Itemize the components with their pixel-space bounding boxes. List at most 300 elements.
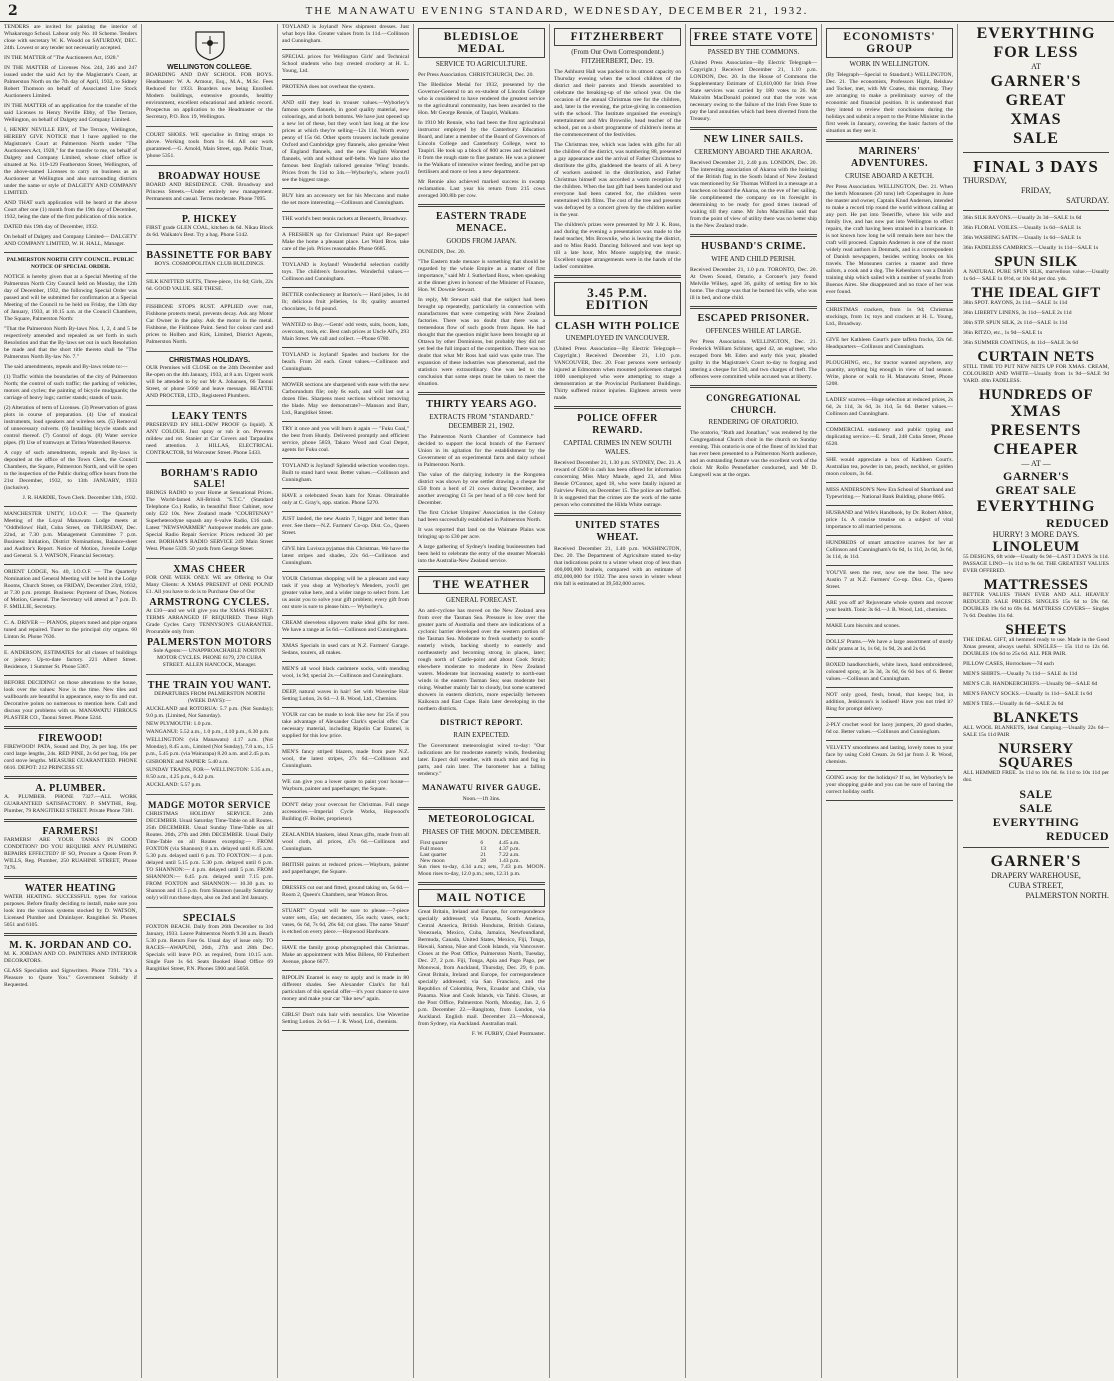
divider (282, 661, 409, 662)
table-cell: Full moon (420, 846, 444, 852)
council-notice: "That the Palmerston North By-laws Nos. 1, 2, 4 and 5 be respectively amended and repealed as set forth in such Resolution and that the By-laws set out in such Resolution be made and that the short title thereto shall be "The Palmerston North By-law No. 7." (4, 326, 137, 360)
final-days-banner: FINAL 3 DAYS (973, 157, 1099, 176)
divider (282, 707, 409, 708)
ad-banner: EVERYTHING (976, 498, 1096, 515)
article-headline: CONGREGATIONAL CHURCH. (706, 393, 801, 415)
council-notice: The said amendments, repeals and By-laws relate to:— (4, 364, 128, 370)
article-headline: FITZHERBERT (554, 28, 681, 46)
hickey-ad (146, 212, 273, 245)
sun-moon-times: Sun rises to-day, 4.34 a.m.; sets, 7.43 p.m. MOON. Moon rises to-day, 12.0 p.m.; sets, 12.31 p.m. (418, 864, 545, 877)
day-label: SATURDAY. (1066, 196, 1109, 205)
ad-heading: MATTRESSES (983, 577, 1089, 593)
ad-heading: BROADWAY HOUSE (158, 171, 261, 182)
table-cell: New moon (420, 858, 445, 864)
divider (282, 1007, 409, 1008)
article-subheading: WORK IN WELLINGTON. (849, 60, 930, 68)
article-headline: HUSBAND'S CRIME. (701, 241, 806, 252)
divider (826, 422, 953, 423)
classified-ad: BEFORE DECIDING! on those alterations to the house, look over the values: Now is the time. New tiles and wallboards are beautiful in appearance, easy to fix and cut. Decorative points no numerous to mention here. Call and discuss your problems with us. MANAWATU FIBROUS PLASTER CO., Taonui Street. Phone 5244. (4, 680, 137, 721)
column-2 (142, 24, 277, 1378)
article-headline: UNITED STATES WHEAT. (575, 520, 660, 543)
council-notice: (1) Traffic within the boundaries of the city of Palmerston North; the control of such traffic; the parking of vehicles, motors and cycles; the painting of bicycle mudguards; the carriage of heavy logs; carrier stands; stands of taxis. (4, 374, 137, 401)
ad-heading: P. HICKEY (181, 214, 238, 225)
store-name: GARNER'S (990, 73, 1082, 90)
small-ad: PLOUGHING, etc., for tractor wanted anywhere, any quantity, anything big enough in view of bad season. Write, phone or walk to H. Manawatu Street, Phone 5208. (826, 360, 953, 387)
day-label: THURSDAY, (963, 176, 1007, 185)
article-paragraph: The first Cricket Umpires' Association in the Colony had been successfully established in Palmerston North. (418, 510, 545, 523)
ad-heading: CURTAIN NETS (977, 349, 1095, 365)
article-paragraph: Received December 21, 1.0 p.m. TORONTO, Dec. 20. At Owen Sound, Ontario, a Coroner's jury found Melville Wilkey, aged 36, guilty of setting fire to his home. The charge was that he burned his wife, who was ill in bed, and one child. (690, 267, 817, 301)
classified-ad: C. A. DRIVER — PIANOS, players tuned and pipe organs tuned and repaired. Tuner to the principal city organs. 60 Linton St. Phone 7636. (4, 620, 137, 640)
small-ad: WANTED to Buy.—Gents' odd vests, suits, boots, hats, overcoats, tools, etc. Best cash prices at Uncle Alf's, 293 Main Street. We call and collect. —Phone 6780. (282, 322, 409, 342)
sale-item: 36in SUMMER COATINGS, 4s 11d—SALE 3s 6d (963, 340, 1078, 346)
article-paragraph: The Government meteorologist wired to-day: "Our indications are for moderate easterly winds, freshening later. Expect dull weather, with much mist and fog in parts, and rain later. The barometer has a falling tendency." (418, 743, 545, 777)
article-paragraph: Received December 21, 1.40 p.m. WASHINGTON, Dec. 20. The Department of Agriculture stated to-day that indications point to a winter wheat crop of less than 400,000,000 bushels, compared with an estimate of 492,000,000 for 1932. The area sown in winter wheat this fall is estimated at 39,502,000 acres. (554, 546, 681, 587)
ad-text: SILK KNITTED SUITS, Three-piece, 11s 6d; Girls, 22s 6d. GOOD VALUE. SEE THESE. (146, 279, 273, 292)
small-ad: THE world's best tennis rackets at Bennett's, Broadway. (282, 216, 408, 222)
store-name: GARNER'S (1002, 469, 1069, 483)
divider (282, 95, 409, 96)
article-paragraph: The children's prizes were presented by Mr J. K. Ross, and during the evening a presentation was made to the head teacher, Mrs Brownlie, who is leaving the district, and to Miss Rudd. Dancing followed and was kept up till a late hour, Mrs Moore supplying the music. Excellent supper arrangements were in the hands of the ladies' committee. (554, 222, 681, 270)
specials-ad (146, 911, 273, 979)
divider (282, 774, 409, 775)
divider (282, 638, 409, 639)
divider (826, 332, 953, 333)
article-headline: NEW LINER SAILS. (703, 134, 804, 145)
divider (690, 385, 817, 388)
ad-banner: EVERYTHING (992, 815, 1080, 829)
lodge-notice: ORIENT LODGE, No. 40, I.O.O.F. — The Quarterly Nomination and General Meeting will be held in the Lodge Rooms, Church Street, on FRIDAY, December 23rd, 1932, at 7.30 p.m. prompt. Business: Payment of Dues, Notices of Motion, General. The Secretary will attend at 7 p.m. D. F. SMILLIE, Secretary. (4, 569, 137, 610)
ad-heading: LINOLEUM (992, 539, 1080, 555)
article-paragraph: The Palmerston North Chamber of Commerce had decided to support the local branch of the Farmers' Union in its agitation for the establishment by the Government of an experimental farm and dairy school in Palmerston North. (418, 434, 545, 468)
article-headline: ESCAPED PRISONER. (697, 313, 810, 324)
college-ad (146, 24, 273, 127)
divider (826, 770, 953, 771)
ad-banner: XMAS (1010, 403, 1062, 420)
small-ads-list (282, 24, 409, 1031)
ad-heading: SPUN SILK (994, 254, 1078, 270)
table-cell: First quarter (420, 840, 448, 846)
article-paragraph: (By Telegraph—Special to Standard.) WELLINGTON, Dec. 21. The economists, Professors Hight, Belshaw and Tocker, met, with Mr Coates, this morning. They are arranging to make a preliminary survey of the economic and financial position. It is understood that they intend to review their conclusions during the holidays and submit a report to the Prime Minister in the first week in January, covering the basic factors of the situation as they see it. (826, 72, 953, 134)
ad-text: FIRST grade GLEN COAL, kitchen 4s 6d. Nikau Block 4s 6d. Waikato's Best. Try a bag. Phone 5142. (146, 225, 273, 238)
article-subheading: SERVICE TO AGRICULTURE. (435, 60, 528, 68)
divider (282, 880, 409, 881)
sale-item: 55 DESIGNS, 6ft wide—Usually 6s 9d—LAST 3 DAYS 3s 11d. PASSAGE LINO—1s 11d to 9s 6d. THE GREATEST VALUES EVER OFFERED. (963, 554, 1109, 574)
divider (826, 535, 953, 536)
ad-text: — AT — (1021, 459, 1051, 468)
article-headline: ECONOMISTS' GROUP (826, 28, 953, 58)
small-ad: GOING away for the holidays? If so, let Wyborley's be your shopping guide and you can be sure of having the correct holiday outfit. (826, 775, 953, 795)
divider (826, 355, 953, 356)
small-ad: 2-PLY crochet wool for lacey jumpers, 20 good shades, 6d oz. Better values.—Collinson and Cunningham. (826, 722, 953, 735)
small-ad: LADIES' scarves.—Huge selection at reduced prices, 2s 6d, 2s 11d, 3s 6d, 3s 11d, 5s 6d. Better values.—Collinson and Cunningham. (826, 397, 953, 417)
sale-item: 36in SILK RAYONS.—Usually 2s 3d—SALE 1s 6d (963, 215, 1082, 221)
divider (4, 819, 137, 822)
small-ad: XMAS Specials in used cars at N.Z. Farmers' Garage. Sedans, tourers, all makes. (282, 643, 409, 656)
column-1 (0, 24, 141, 1378)
article-paragraph: Per Press Association. CHRISTCHURCH, Dec. 20. (418, 72, 534, 78)
ad-heading: MADGE MOTOR SERVICE (147, 800, 272, 810)
small-ad: YOU'VE seen the rest, now see the best. The new Austin 7 at N.Z. Farmers' Co-op. Dist. Co., Queen Street. (826, 570, 953, 590)
small-ad: RIPOLIN Enamel is easy to apply and is made in 80 different shades. See Alexander Clark's for full particulars of this special offer—it's your chance to save money and make your car "like new" again. (282, 975, 409, 1002)
article-subheading: CAPITAL CRIMES IN NEW SOUTH WALES. (563, 439, 672, 456)
council-signature: J. R. HARDIE, Town Clerk. December 13th, 1932. (22, 495, 137, 501)
article-paragraph: The oratorio, "Ruth and Jonathan," was rendered by the Congregational Church choir in the church on Sunday evening. This oratorio is one of the finest of its kind that has ever been presented to a Palmerston North audience, and an outstanding feature was the excellent work of the choir. Mr Rollo Pennefather conducted, and Mr D. Langwell was at the organ. (690, 430, 817, 478)
article-paragraph: A large gathering of Sydney's leading businessmen had been held to celebrate the entry of the steamer Moeraki into the Australia-New Zealand service. (418, 544, 545, 564)
small-ad: HAVE the family group photographed this Christmas. Make an appointment with Miss Billens, 80 Fitzherbert Avenue, phone 6677. (282, 945, 409, 965)
column-5 (550, 24, 685, 1378)
divider (282, 458, 409, 459)
store-address: DRAPERY WAREHOUSE, (991, 871, 1081, 880)
article-paragraph: The Christmas tree, which was laden with gifts for all the children of the district, was numbering 88, presented a gay appearance and the arrival of Father Christmas to distribute the gifts, gladdened the hearts of all. A bevy of workers assisted in the distribution, and Father Christmas himself was accorded a warm reception by the children. When the last gift had been handed out and everyone had been catered for, the children were entertained with films. The cost of the tree and presents was defrayed by a concert given by the children earlier in the year. (554, 142, 681, 218)
small-ad: YOUR Christmas shopping will be a pleasant and easy task if you shop at Wyborley's Menders, you'll get greater value here, and a wider range to select from. Let us assist you to solve your gift problem; every gift from our store is sure to please him.— Wyborley's. (282, 576, 409, 610)
legal-notice: DATED this 19th day of December, 1932. (4, 224, 99, 230)
ad-text: AT (1031, 62, 1041, 71)
article-paragraph: In 1910 Mr Rennie, who had been the first agricultural instructor employed by the Canterbury Education Board, and later a member of the Board of Governors of Lincoln College and Canterbury College, went to Taupiri. He took up a block of 800 acres and reclaimed it from the rough state to fine pasture. He was a pioneer in the Waikato of intensive winter feeding, and he put up fertilisers and more or less a new department. (418, 120, 545, 175)
sale-item: 36in FLORAL VOILES.—Usually 1s 6d—SALE 1s (963, 225, 1081, 231)
ad-heading: PALMERSTON MOTORS (147, 637, 272, 648)
ad-text: PRESERVED BY HILL-DEW PROOF (a liquid). X ANY COLOUR. Just spray or rub it on. Prevents mildew and rot. Stanier at Car Covers and Tarpaulins need attention. J. HILLAS, ELECTRICAL CONTRACTOR, 94 Worcester Street. Phone 5433. (146, 422, 273, 456)
store-name: GARNER'S (990, 853, 1082, 870)
garners-advertisement (958, 24, 1114, 1378)
article-paragraph: DUNEDIN, Dec. 20. (418, 249, 466, 255)
classified-ad: A. PLUMBER. PHONE 7327.—ALL WORK GUARANTEED SATISFACTORY. P. SMYTHE, Reg. Plumber, 79 RANGITIKEI STREET. Private Phone 7381. (4, 794, 137, 814)
divider (282, 571, 409, 572)
divider (4, 506, 137, 507)
divider (826, 392, 953, 393)
moon-phases-table (418, 840, 545, 864)
masthead (0, 0, 1114, 22)
ad-heading: CHRISTMAS HOLIDAYS. (168, 357, 251, 364)
divider (963, 210, 1109, 211)
divider (282, 79, 409, 80)
article-headline: METEOROLOGICAL (428, 814, 535, 825)
small-ad: A FRESHEN up for Christmas! Paint up! Re-paper! Make the home a pleasant place. Let Ward Bros. take care of the job. Prices reasonable. Phone 6685. (282, 232, 409, 252)
ad-banner: SALE (1019, 801, 1053, 815)
train-row: NEW PLYMOUTH: 1.0 p.m. (146, 721, 212, 727)
sale-item: 38in SPOT. RAYONS, 2s 11d.—SALE 1s 11d (963, 300, 1068, 306)
divider (826, 634, 953, 635)
small-ad: TOYLAND is Joyland! New shipment dresses. Just what boys like. Greater values from 1s 11d.—Collinson and Cunningham. (282, 24, 409, 44)
leaky-tents-ad (146, 409, 273, 463)
article-subheading: OFFENCES WHILE AT LARGE. (705, 327, 802, 335)
article-headline: MARINERS' ADVENTURES. (851, 146, 928, 169)
divider (282, 49, 409, 50)
classified-ad: E. ANDERSON, ESTIMATES for all classes of buildings or joinery. Up-to-date factory. 221 Albert Street. Residence, 1 Summer St. Phone 5367. (4, 650, 137, 670)
mail-signature: F. W. FURBY, Chief Postmaster. (471, 1031, 545, 1037)
article-subheading: RAIN EXPECTED. (453, 731, 510, 739)
ad-heading: ARMSTRONG CYCLES. (149, 597, 270, 608)
christmas-holidays-ad (146, 355, 273, 406)
day-label: FRIDAY, (1020, 186, 1051, 195)
divider (4, 252, 137, 253)
divider (826, 300, 953, 303)
divider (826, 482, 953, 483)
divider (282, 347, 409, 348)
divider (282, 797, 409, 798)
small-ad: SPECIAL prices for Wellington Girls' and Technical School students who buy crested crockery at H. L. Young, Ltd. (282, 54, 409, 74)
sale-item: A NATURAL PURE SPUN SILK, marvellous value.—Usually 1s 6d— SALE 1s 0½d, or 10s 6d per doz. yds. (963, 269, 1109, 282)
divider (690, 127, 817, 130)
mail-notice: Great Britain, Ireland and Europe, for correspondence specially addressed; via Panama, South America, Central America, British Honduras, British Guiana, Venezuela, Mexico, Cuba, Jamaica, Newfoundland, Bermuda, Canada, United States, Mexico, Fiji, Tonga, Hawaii, Samoa, Niue and Cook Islands, via Vancouver. Closes at the Post Office, Palmerston North, Tuesday, Dec. 27, 2 p.m. Fiji, Tonga, Apia and Pago Pago, per Monowai, from Auckland, Thursday, Dec. 29, 6 p.m. Great Britain, Ireland and Europe, for correspondence specially addressed; via San Francisco, and the Republics of Colombia, Peru, Ecuador and Chile, via Panama. Niue and Cook Islands, via Tahiti. Closes, at the Post Office, Palmerston North, Monday, Jan. 2, 6 p.m. December 22.—Rangitoto, from London, via Auckland. English mail. December 23.—Monowai, from Sydney, via Auckland. Australian mail. (418, 909, 545, 1027)
small-ad: GIRLS! Don't ruin hair with neuralics. Use Waverine Setting Lotion. 2s 6d.— J. R. Wood, Ltd., chemists. (282, 1012, 409, 1025)
weather-forecast: An anti-cyclone has moved on the New Zealand area from over the Tasman Sea. Pressure is low over the greater parts of Australia and there are indications of a cyclonic barrier developed over the western portion of the Tasman Sea. Moderate to fresh southerly to south-easterly winds, backing shortly to easterly and northeasterly and becoming strong in places, later; rough north of Castle-point and about Cook Strait; elsewhere moderate to moderate in New Zealand waters. Moderate but increasing easterly to north-east winds in the eastern Tasman Sea; seas moderate but rising. Weather mainly fair to cloudy, but some scattered showers in eastern districts, more especially between Kaikoura and East Cape. Rain later developing in the northern districts. (418, 608, 545, 712)
article-headline: MAIL NOTICE (418, 889, 545, 907)
article-paragraph: The value of the dairying industry in the Rongotea district was shown by one settler drawing a cheque for £50 from a herd of 21 cows during December, and another averaging £1 5s per head of a 60 cow herd for December. (418, 472, 545, 506)
divider (826, 687, 953, 688)
table-cell: 7.22 a.m. (498, 852, 520, 858)
divider (4, 776, 137, 779)
small-ad: TOYLAND is Joyland! Splendid selection wooden toys. Built to stand hard wear. Better values.—Collinson and Cunningham. (282, 463, 409, 483)
divider (282, 684, 409, 685)
divider (4, 645, 137, 646)
sale-item: BETTER VALUES THAN EVER AND ALL HEAVILY REDUCED. SALE PRICES. SINGLES 15s 6d to 59s 6d. DOUBLES 19s 6d to 69s 6d. MATTRESS COVERS— Singles 7s 6d. Doubles 11s 6d. (963, 592, 1109, 619)
ad-heading: SQUARES (998, 755, 1074, 771)
ad-heading: WATER HEATING (24, 883, 117, 894)
ad-text: CHRISTMAS HOLIDAY SERVICE. 24th DECEMBER. Usual Saturday Time-Table on all Routes. 25th DECEMBER. Usual Sunday Time-Table on all Routes. 26th, 27th and 28th DECEMBER. Usual Daily Time-Table on all Routes excepting:— FROM FOXTON (via Shannon): 8 a.m. delayed until 8.45 a.m. 5.30 p.m. delayed until 6 p.m. TO FOXTON:— 4 p.m. delayed until 5.15 p.m. 5.30 p.m. delayed until 6 p.m. TO SHANNON:— 4 p.m. delayed until 5 p.m. FROM SHANNON:— 6.45 p.m. delayed until 7.15 p.m. FROM FOXTON and SHANNON:— 10.30 p.m. to Shannon and 11.5 p.m. from Shannon (usually Saturday only) will run those days, also on 2nd and 3rd January. (146, 811, 274, 901)
article-headline: DISTRICT REPORT. (440, 718, 523, 727)
divider (282, 257, 409, 258)
small-ad: ZEALANDIA blankets, ideal Xmas gifts, made from all wool cloth, all prices, 47s 6d.—Collinson and Cunningham. (282, 832, 409, 852)
classified-ad: M. K. JORDAN AND CO. PAINTERS AND INTERIOR DECORATORS. (4, 951, 137, 964)
sale-item: MEN'S FANCY SOCKS.—Usually 1s 11d—SALE 1s 6d (963, 691, 1093, 697)
ad-text: OUR Premises will CLOSE on the 24th December and Re-open on the 4th January, 1933, at 8 a.m. Urgent work will be attended to by our Mr A. Johansen, 66 Taonui Street, or phone 5660 and leave message. BEATTIE AND PROCTER, LTD., Registered Plumbers. (146, 365, 273, 399)
ad-heading: THE TRAIN YOU WANT. (147, 680, 272, 691)
college-crest-icon (190, 28, 230, 62)
edition-banner: 3.45 P.M. EDITION (554, 282, 681, 316)
article-paragraph: Per Press Association. WELLINGTON, Dec. 21. When the ketch Monsunen (20 tons) left Copenhagen in June the master and owner, Captain Knud Andersen, intended to make a record trip round the world without calling at any port. He put into Teneriffe, where his wife and family live, and has now put into Wellington to effect repairs, the craft having been strained in a hurricane. It is not known how long he will remain here nor how the craft will proceed. Captain Andersen is one of the most widely read authors in Denmark, and is a correspondent of Danish newspapers, besides writing books on his travels. The Monsunen carries a master and three sailors, a cook and a dog. The Kebenhavn was a Danish training ship which sailed with a number of youths from Buenos Aires. She disappeared and no trace of her was ever found. (826, 184, 953, 295)
divider (826, 717, 953, 718)
ad-text: FOR ONE WEEK ONLY. WE are Offering to Our Many Clients: A XMAS PRESENT of ONE POUND £1. All you have to do is to Purchase One of Our (146, 575, 273, 595)
divider (282, 541, 409, 542)
small-ad: DEEP, natural waves in hair! Set with Waverine Hair Setting Lotion, 2s 6d.—J. R. Wood, Ltd., Chemists. (282, 689, 409, 702)
divider (554, 513, 681, 516)
newspaper-title: THE MANAWATU EVENING STANDARD, WEDNESDAY, DECEMBER 21, 1932. (305, 5, 809, 17)
small-ad: DRESSES cut out and fitted, ground taking on, 5s 6d.—Room 2, Queen's Chambers, near Watson Bros. (282, 885, 409, 898)
article-subheading: RENDERING OF ORATORIO. (708, 418, 799, 426)
article-subheading: UNEMPLOYED IN VANCOUVER. (565, 334, 670, 342)
sale-item: 30in STP. SPUN SILK, 2s 11d—SALE 1s 11d (963, 320, 1068, 326)
small-ad: MEN'S fancy striped blazers, made from pure N.Z. wool, the latest stripes, 27s 6d.—Collinson and Cunningham. (282, 749, 409, 769)
legal-notice: I, HENRY NEVILLE EBY, of The Terrace, Wellington, HEREBY GIVE NOTICE that I have applied to the Magistrate's Court at Palmerston North under "The Auctioneers Act, 1928," for the transfer to me, on behalf of Dalgety and Company Limited, whose chief office is situated at No. 119-129 Featherston Street, Wellington, of the above-named Licenses to carry on business as an Auctioneer at Wellington and also surrounding districts under the name or style of DALGETY AND COMPANY LIMITED. (4, 127, 137, 196)
table-cell: 1.43 p.m. (498, 858, 520, 864)
sale-item: 36in RITZO, etc., 1s 9d—SALE 1s (963, 330, 1043, 336)
bassinette-ad (146, 248, 273, 274)
article-paragraph: Per Press Association. WELLINGTON, Dec. 21. Frederick William Schluter, aged 42, an engineer, who escaped from Mt. Eden and early this year, pleaded guilty in the Magistrate's Court to-day to forging and uttering a cheque for £30, and two charges of theft. The offences were committed while accused was at liberty. (690, 339, 817, 380)
council-heading: PALMERSTON NORTH CITY COUNCIL. PUBLIC NOTICE OF SPECIAL ORDER. (6, 257, 135, 270)
page-number: 2 (8, 3, 18, 19)
ad-heading: THE IDEAL GIFT (971, 285, 1101, 301)
article-paragraph: It was reported that land on the Waimate Plains was bringing up to £30 per acre. (418, 527, 545, 540)
legal-notice: On behalf of Dalgety and Company Limited— DALGETY AND COMPANY LIMITED, W. H. HALL, Manager. (4, 234, 137, 247)
small-ad: TOYLAND is Joyland! Wonderful selection cuddly toys. The children's favourites. Wonderful values.—Collinson and Cunningham. (282, 262, 409, 282)
college-name: WELLINGTON COLLEGE. (167, 64, 252, 71)
classified-ad: WATER HEATING. SUCCESSFUL types for various purposes. Before finally deciding to install, make sure you look into the various systems stocked by D. WATSON, Licensed Plumber and Drainlayer. Rangitikei St. Phones 5051 and 6105. (4, 894, 137, 928)
ad-banner: GREAT (1005, 92, 1067, 109)
small-ad: PROTENA does not overheat the system. (282, 84, 375, 90)
divider (282, 488, 409, 489)
small-ad: HUSBAND and Wife's Handbook, by Dr. Robert Abbot, price 1s. A concise treatise on a subject of vital importance to all married persons. (826, 510, 953, 530)
lodge-notice: MANCHESTER UNITY, I.O.O.F. — The Quarterly Meeting of the Loyal Manawatu Lodge meets at "Oddfellows' Hall, Cuba Street, on THURSDAY, Dec. 22nd, at 7.30 p.m. Management Committee 7 p.m. Business: Initiation, District Nominations, Balance-sheet and Auditor's Report. Notice of Motion, Juvenile Lodge and General. S. J. WATSON, Financial Secretary. (4, 511, 137, 559)
train-timetable (146, 678, 273, 795)
small-ad: CHRISTMAS crackers, from 1s 9d; Christmas stockings, from 1s; toys and crackers at H. L. Young, Ltd., Broadway. (826, 307, 953, 327)
article-headline: EASTERN TRADE MENACE. (435, 211, 528, 234)
article-headline: THIRTY YEARS AGO. (426, 399, 537, 410)
divider (826, 139, 953, 142)
ad-banner: GREAT SALE (995, 483, 1077, 497)
divider (554, 406, 681, 409)
article-subheading: CRUISE ABOARD A KETCH. (845, 172, 934, 180)
sale-item: MEN'S C.B. HANDKERCHIEFS.—Usually 9d—SALE 6d (963, 681, 1098, 687)
divider (690, 306, 817, 309)
madge-motor-ad (146, 798, 273, 908)
divider (963, 152, 1109, 153)
divider (418, 392, 545, 395)
store-address: CUBA STREET, (1008, 881, 1064, 890)
ad-text: HURRY! 3 MORE DAYS. (992, 530, 1080, 539)
small-ad: SHE would appreciate a box of Kathleen Court's. Australian tea, powder in tan, peach, neckhol, or golden moon colours, 3s 6d. (826, 457, 953, 477)
small-ad: BETTER confectionery at Barton's.— Hard jubes, 1s 4d lb; delicious fruit jelleties, 1s lb; quality assorted chocolates, 1s 6d pound. (282, 292, 409, 312)
article-paragraph: Mr Rennie also achieved marked success in swamp reclamation. Last year his return from 215 cows averaged 300.8lb per cow. (418, 179, 545, 199)
table-cell: 4.37 p.m. (498, 846, 520, 852)
ad-banner: SALE (1013, 130, 1059, 147)
ad-heading: FARMERS! (42, 826, 99, 837)
classified-ad: FIREWOOD! PATA, Sound and Dry, 2s per bag. 16s per cord large lengths, 24s. RED PINE, 2s 6d per bag, 16s per cord stove lengths. MEASURE GUARANTEED. PHONE 6616. DEPOT: 212 PRINCESS ST. (4, 744, 137, 771)
divider (282, 188, 409, 189)
train-row: SUNDAY TRAINS, FOR— WELLINGTON: 5.35 a.m., 8.50 a.m., 4.25 p.m., 6.42 p.m. (146, 767, 273, 780)
small-ad: MEN'S all wool black cashmere socks, with mending wool, 1s 9d; special 2s.—Collinson and Cunningham. (282, 666, 409, 679)
ad-heading: SPECIALS (183, 913, 236, 924)
small-ad: VELVETY smoothness and lasting, lovely tones to your face by using Cold Cream. 2s 6d jar from J. R. Wood, chemists. (826, 745, 953, 765)
article-paragraph: Received December 21, 1.30 p.m. SYDNEY, Dec. 21. A reward of £500 in cash has been offered for information concerning Miss Mary Maude, aged 23, and Miss Bessie O'Connor, aged 18, who were fatally injured at Fairview Point, on December 15. The police are baffled. It is suggested that the crimes are the work of the same person who committed the Hilda White outrage. (554, 460, 681, 508)
divider (418, 807, 545, 810)
small-ad: MAKE Lum biscuits and scones. (826, 623, 901, 629)
small-ad: GIVE him Luvisca pyjamas this Christmas. We have the latest stripes and shades, 22s 6d.—Collinson and Cunningham. (282, 546, 409, 566)
article-headline: BLEDISLOE MEDAL (418, 28, 545, 58)
ad-text: FISHBONE STOPS RUST. APPLIED over rust, Fishbone protects metal, prevents decay. Ask any Motor Car Owner in the palsy. Ask the motor in the metal. Fishbone, the Fishbone Paint. Send for colour card and prices to Holben and Kirk, Limited, District Agents, Palmerston North. (146, 304, 273, 345)
ad-text: BOARD AND RESIDENCE. CNR. Broadway and Princess Streets.—Under entirely new management. Permanents and casual. Terms moderate. Phone 7095. (146, 182, 273, 202)
small-ad: STUART" Crystal will be sure to please.—7-piece water sets, 45s; set decanters, 35s each; vases, each; vases, 6s 6d, 7s 6d, 26s 6d; cut glass. The name 'Stuart' is etched on every piece.—Hopwood Hardware. (282, 908, 409, 935)
broadway-ad (146, 169, 273, 209)
divider (826, 657, 953, 658)
divider (282, 940, 409, 941)
table-cell: Last quarter (420, 852, 447, 858)
train-row: AUCKLAND and ROTORUA: 5.7 p.m. (Not Sunday); 9.0 p.m. (Limited, Not Saturday). (146, 706, 273, 719)
sale-item: THE IDEAL GIFT, all hemmed ready to use. Made in the Good Xmas present, always useful. SINGLES— 15s 11d to 12s 6d. DOUBLES 10s 6d to 25s 6d. ALL PER PAIR. (963, 637, 1109, 657)
legal-notice: AND THAT such application will be heard at the above Court after one (1) month from the 19th day of December, 1932, being the date of the first publication of this notice. (4, 200, 137, 220)
divider (826, 800, 953, 801)
sale-item: 36in FADELESS CAMBRICS.—Usually 1s 11d—SALE 1s (963, 245, 1099, 251)
fishbone-ad (146, 302, 273, 352)
train-row: AUCKLAND: 5.57 p.m. (146, 782, 202, 788)
divider (282, 615, 409, 616)
sale-item: 36in WASHING SATIN.—Usually 1s 6d—SALE 1s (963, 235, 1081, 241)
sale-item: PILLOW CASES, Horrockses—7d each (963, 661, 1054, 667)
sale-item: STILL TIME TO PUT NEW NETS UP FOR XMAS. CREAM, COLOURED AND WHITE—Usually from 1s 9d—SALE 9d YARD. 40in FADELESS. (963, 364, 1109, 384)
court-shoes-ad (146, 130, 273, 166)
small-ad: COMMERCIAL stationery and public typing and duplicating service.—E. Small, 248 Cuba Street, Phone 6528. (826, 427, 953, 447)
small-ad: MISS ANDERSON'S New Era School of Shorthand and Typewriting.— National Bank Building, phone 8665. (826, 487, 953, 500)
divider (282, 287, 409, 288)
xmas-cheer-ad (146, 562, 273, 675)
small-ad: AND still they lead in trouser values.—Wyborley's famous sports flannels, in good quality material, new colourings, and at both bottoms. We have just opened up a new lot of these, but they won't last long at the low prices at which they're selling—12s 11d. Worth every penny of 15s 6d. Other sports trousers include genuine Oxford and Cambridge grey flannels, also genuine West of England flannels, and the new English Worsted flannels, with and without self-belts. We have also the famous best English tailored genuine 'Wing' brands. Prices from 9s 11d to 34s.—Wyborley's, where you'll see the biggest range. (282, 100, 409, 183)
divider (282, 211, 409, 212)
ad-banner: CHEAPER (993, 441, 1079, 458)
article-paragraph: The Bledisloe Medal for 1932, presented by the Governor-General to an ex-student of Lincoln College who is considered to have rendered the greatest service to the agricultural community, has been awarded to the Hon. Mr George Rennie, of Taupiri, Waikato. (418, 82, 545, 116)
divider (418, 204, 545, 207)
divider (826, 740, 953, 741)
small-ad: BUY him an accessory set for his Meccano and make the set more interesting.—Collinson and Cunningham. (282, 193, 409, 206)
divider (282, 227, 409, 228)
small-ad: NOT only good, fresh, bread, that keeps; but, in addition, Jenkinson's is iodised! Have you not tried it? Ring for prompt delivery. (826, 692, 953, 712)
ad-banner: FOR LESS (993, 44, 1079, 61)
divider (282, 857, 409, 858)
small-ad: DOLLS' Prams.—We have a large assortment of sturdy dolls' prams at 1s, 1s 6d, 1s 9d, 2s and 2s 6d. (826, 639, 953, 652)
sale-item: ALL HEMMED FREE. 3s 11d to 10s 6d. 6s 11d to 10s 11d per doz. (963, 770, 1109, 783)
table-cell: 21 (480, 852, 486, 858)
ad-banner: EVERYTHING (976, 25, 1096, 42)
ad-text: Sole Agents:— UNAPPROACHABLE NORTON MOTOR CYCLES. PHONE 6179, 278 CUBA STREET. ALLEN HANCOCK, Manager. (153, 648, 266, 668)
ad-heading: M. K. JORDAN AND CO. (9, 940, 132, 951)
divider (4, 615, 137, 616)
divider (963, 847, 1109, 848)
divider (418, 882, 545, 885)
tender-notice: TENDERS are invited for painting the interior of Whakarongo School. Labour only No. 10 Scheme. Tenders close with secretary W. K. Woodd on SATURDAY, DEC. 24th. Lowest or any tender not necessarily accepted. (4, 24, 137, 51)
council-notice: A copy of such amendments, repeals and By-laws is deposited at the office of the Town Clerk, the Council Chambers, the Square, Palmerston North, and will be open to the inspection of the Public during office hours from the 21st December, 1932, to 13th JANUARY, 1933 (inclusive). (4, 450, 137, 491)
divider (4, 933, 137, 936)
divider (282, 903, 409, 904)
small-ad: BRITISH paints at reduced prices.—Wayburn, painter and paperhanger, the Square. (282, 862, 409, 875)
ad-banner: PRESENTS (990, 422, 1082, 439)
college-text: BOARDING AND DAY SCHOOL FOR BOYS. Headmaster: W. A. Armour, Esq., M.A., M.Sc. Fees Reduced for 1933. Boarders now being Enrolled. Modern buildings, extensive grounds, healthy environment, excellent educational and athletic record. Prospectus on application to the Headmaster or the Secretary, P.O. Box 19, Wellington. (146, 72, 273, 120)
small-ad: HUNDREDS of smart attractive scarves for her at Collinson and Cunningham's 6s 6d, 1s 11d, 2s 6d, 3s 6d, 3s 11d, 4s 11d. (826, 540, 953, 560)
article-headline: FREE STATE VOTE (690, 28, 817, 46)
ad-heading: BORHAM'S RADIO SALE! (160, 468, 259, 490)
ad-banner: REDUCED (1046, 516, 1109, 530)
small-ad: TOYLAND is Joyland! Spades and buckets for the beach. From 2d each. Great values.—Collinson and Cunningham. (282, 352, 409, 372)
small-ad: TRY it once and you will burn it again — "Fuku Coal," the best from Huntly. Delivered promptly and efficient service, phone 5859, Takaro Wood and Coal Depot, agents for Fuku coal. (282, 426, 409, 453)
divider (282, 970, 409, 971)
sale-item: ALL WOOL BLANKETS, Ideal Camping.—Usually 22s 6d— SALE 15s 11d PAIR (963, 725, 1109, 738)
divider (418, 569, 545, 572)
article-paragraph: (United Press Association—By Electric Telegraph—Copyright.) Received December 21, 1.10 p.m. VANCOUVER, Dec. 20. Four persons were seriously injured at Edmonton when mounted policemen charged 1000 unemployed who were attempting to stage a demonstration at the Provincial Parliament Buildings. Thirty suffered minor injuries. Eighteen arrests were made. (554, 346, 681, 401)
small-ad: HAVE a celebrated Swan ham for Xmas. Obtainable only at C. Gray's, opp. station. Phone 5270. (282, 493, 409, 506)
legal-notice: IN THE MATTER of an application for the transfer of the said Licenses to Henry Neville Ebby, of The Terrace, Wellington, on behalf of Dalgety and Company Limited. (4, 103, 137, 123)
article-subheading: PASSED BY THE COMMONS. (707, 48, 800, 56)
small-ad: BOXED handkerchiefs, white lawn, hand embroidered, coloured spray, at 3s 3d, 3s 6d, 6s 6d box of 6. Better values.—Collinson and Cunningham. (826, 662, 953, 682)
article-subheading: WIFE AND CHILD PERISH. (711, 255, 796, 263)
table-cell: 4.45 a.m. (498, 840, 520, 846)
article-paragraph: In reply, Mr Stewart said that the subject had been brought up repeatedly, particularly in connection with manufactures that were competing with New Zealand factories. There was no doubt that there was a tremendous flow of such goods from Japan. He had thought that the question might have been brought up at Ottawa by other Dominions, but probably they did not yet feel the full impact of the competition. There was no doubt that what Mr Ross had said was quite true. The expansion of these industries was phenomenal, and the statistics were extraordinary. One was led to the conclusion that some steps must be taken to meet the situation. (418, 297, 545, 387)
sale-item: MEN'S TIES.—Usually 4s 6d—SALE 2s 6d (963, 701, 1064, 707)
council-notice: (2) Alteration of term of Licenses. (3) Preservation of grass plots in course of preparation. (4) Use of musical instruments, loud speakers and wireless sets. (5) Removal of unnecessary culverts. (6) Installing bicycle stands and control thereof. (7) Control of dogs. (8) Water service pipes. (9) Use of tramways at Tiritea Watershed Reserve. (4, 405, 137, 446)
store-address: PALMERSTON NORTH. (1025, 891, 1109, 900)
council-notice: NOTICE is hereby given that at a Special Meeting of the Palmerston North City Council held on Monday, the 12th day of December, 1932, the following Special Order was passed and will be submitted for confirmation at a Special Meeting of the Council to be held on Friday, the 13th day of January, 1933, at 10.15 a.m. at the Council Chambers, The Square, Palmerston North: (4, 274, 137, 322)
article-subheading: GENERAL FORECAST. (445, 596, 518, 604)
divider (4, 675, 137, 676)
ad-heading: LEAKY TENTS (171, 411, 248, 422)
small-ad: GIVE her Kathleen Court's pure taffeta frocks, 32s 6d. Headquarters—Collinson and Cunningham. (826, 337, 953, 350)
classified-ad: GLASS Specialists and Signwriters. Phone 7391. "It's a Pleasure to Quote You." Government Subsidy if Requested. (4, 968, 137, 988)
divider (826, 618, 953, 619)
article-paragraph: (United Press Association—By Electric Telegraph—Copyright.) Received December 21, 1.10 p.m. LONDON, Dec. 20. In the House of Commons the Supplementary Estimate of £3,610,000 for Irish Free State services was carried by 180 votes to 26. Mr Malcolm MacDonald pointed out that the vote was necessary owing to the failure of the Irish Free State to pay the land annuities which had been diverted from the Treasury. (690, 60, 817, 122)
divider (690, 234, 817, 237)
gauge-reading: Noon.—1ft 3ins. (462, 796, 501, 802)
table-cell: 28 (480, 858, 486, 864)
divider (4, 726, 137, 729)
small-ad: YOUR car can be made to look like new for 25s if you take advantage of Alexander Clark's special offer. Car necessary material, including Ripolin Car Enamel, is supplied for this low price. (282, 712, 409, 739)
divider (282, 1030, 409, 1031)
